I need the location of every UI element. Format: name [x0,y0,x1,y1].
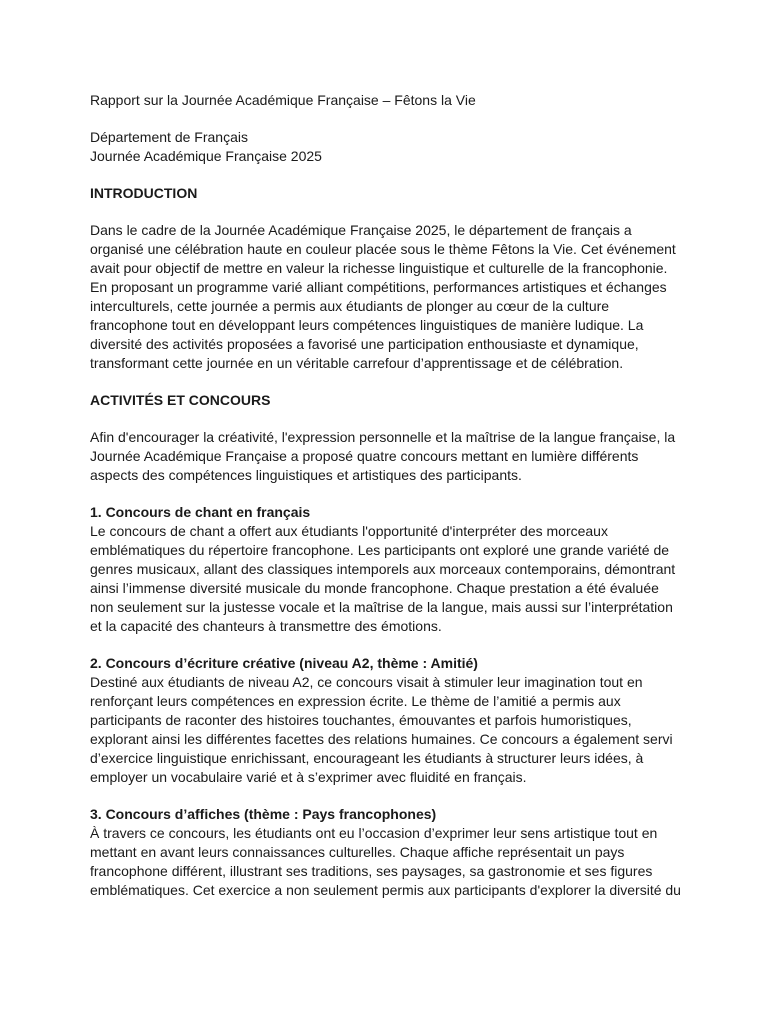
paragraph-line: explorant ainsi les différentes facettes des relations humaines. Ce concours a également servi [90,731,673,747]
event-name: Journée Académique Française 2025 [90,148,322,164]
paragraph-line: mettant en avant leurs connaissances culturelles. Chaque affiche représentait un pays [90,844,625,860]
paragraph-line: francophone tout en développant leurs compétences linguistiques de manière ludique. La [90,317,644,333]
paragraph-line: transformant cette journée en un véritable carrefour d’apprentissage et de célébration. [90,355,624,371]
activities-heading: ACTIVITÉS ET CONCOURS [90,392,271,408]
paragraph-line: ainsi l’immense diversité musicale du monde francophone. Chaque prestation a été évaluée [90,580,659,596]
paragraph-line: Afin d'encourager la créativité, l'expression personnelle et la maîtrise de la langue française, la [90,429,676,445]
paragraph-line: non seulement sur la justesse vocale et la maîtrise de la langue, mais aussi sur l’interprétation [90,599,673,615]
paragraph-line: genres musicaux, allant des classiques intemporels aux morceaux contemporains, démontrant [90,561,676,577]
paragraph-line: Journée Académique Française a proposé quatre concours mettant en lumière différents [90,448,639,464]
intro-heading: INTRODUCTION [90,185,198,201]
paragraph-line: Destiné aux étudiants de niveau A2, ce concours visait à stimuler leur imagination tout en [90,674,643,690]
contest-title: 2. Concours d’écriture créative (niveau A2, thème : Amitié) [90,655,478,671]
department-name: Département de Français [90,129,248,145]
paragraph-line: À travers ce concours, les étudiants ont eu l’occasion d’exprimer leur sens artistique tout en [90,825,658,841]
report-title-block [90,91,682,110]
paragraph-line: participants de raconter des histoires touchantes, émouvantes et parfois humoristiques, [90,712,632,728]
contest-title: 1. Concours de chant en français [90,504,311,520]
paragraph-line: employer un vocabulaire varié et à s’exprimer avec fluidité en français. [90,769,527,785]
paragraph-line: renforçant leurs compétences en expression écrite. Le thème de l’amitié a permis aux [90,693,621,709]
paragraph-line: emblématiques du répertoire francophone. Les participants ont exploré une grande variété de [90,542,670,558]
report-title: Rapport sur la Journée Académique Française – Fêtons la Vie [90,92,476,108]
paragraph-line: avait pour objectif de mettre en valeur la richesse linguistique et culturelle de la francophonie. [90,260,668,276]
paragraph-line: Le concours de chant a offert aux étudiants l'opportunité d'interpréter des morceaux [90,523,608,539]
contest-section-writing [90,654,682,787]
paragraph-line: Dans le cadre de la Journée Académique Française 2025, le département de français a [90,222,632,238]
paragraph-line: interculturels, cette journée a permis aux étudiants de plonger au cœur de la culture [90,298,610,314]
paragraph-line: et la capacité des chanteurs à transmettre des émotions. [90,618,442,634]
document-page [90,91,682,918]
intro-paragraph [90,221,682,373]
contest-section-singing [90,503,682,636]
paragraph-line: d’exercice linguistique enrichissant, encourageant les étudiants à structurer leurs idées, à [90,750,644,766]
contest-section-posters [90,805,682,900]
report-meta-block [90,128,682,166]
activities-paragraph [90,428,682,485]
paragraph-line: organisé une célébration haute en couleur placée sous le thème Fêtons la Vie. Cet événement [90,241,676,257]
paragraph-line: emblématiques. Cet exercice a non seulement permis aux participants d'explorer la diversité du [90,882,681,898]
paragraph-line: En proposant un programme varié alliant compétitions, performances artistiques et échanges [90,279,667,295]
paragraph-line: francophone différent, illustrant ses traditions, ses paysages, sa gastronomie et ses figures [90,863,653,879]
paragraph-line: aspects des compétences linguistiques et artistiques des participants. [90,467,522,483]
paragraph-line: diversité des activités proposées a favorisé une participation enthousiaste et dynamique, [90,336,639,352]
contest-title: 3. Concours d’affiches (thème : Pays francophones) [90,806,437,822]
